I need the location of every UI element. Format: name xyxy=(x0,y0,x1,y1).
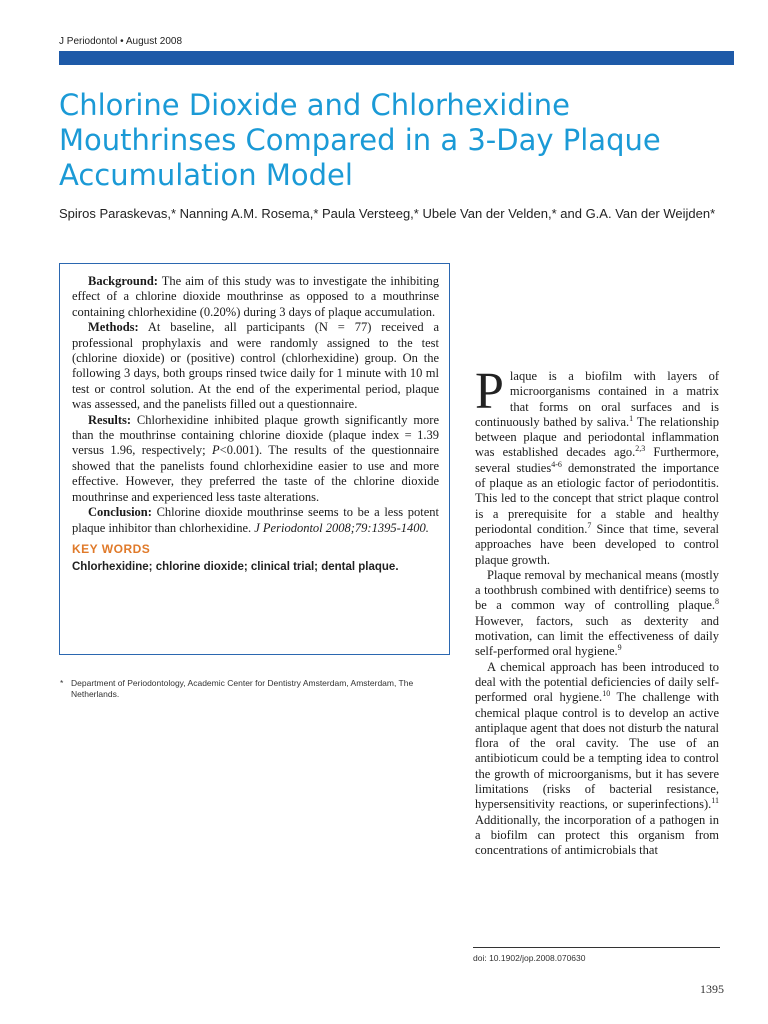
reference-marker: 11 xyxy=(711,796,719,806)
abstract-results xyxy=(72,413,439,505)
article-title: Chlorine Dioxide and Chlorhexidine Mouthrinses Compared in a 3-Day Plaque Accumulation Model xyxy=(59,88,661,192)
abstract-conclusion xyxy=(72,505,439,536)
footnote-text: Department of Periodontology, Academic Center for Dentistry Amsterdam, Amsterdam, The Netherlands. xyxy=(71,678,414,699)
body-text: Plaque removal by mechanical means (mostly a toothbrush combined with dentifrice) seems to be a common way of controlling plaque. xyxy=(475,567,719,613)
reference-marker: 4-6 xyxy=(551,459,562,469)
results-p-symbol: P xyxy=(212,443,220,458)
footnote-marker: * xyxy=(60,678,64,688)
body-text: The relationship between plaque and periodontal inflammation was established decades ago. xyxy=(475,414,719,460)
results-text-2: <0.001). The results of the questionnaire showed that the panelists found chlorhexidine easier to use and more effective. However, they preferred the taste of the chlorine dioxide mouthrinse and experienced less taste alterations. xyxy=(72,443,439,504)
background-label: Background: xyxy=(88,274,158,288)
conclusion-text: Chlorine dioxide mouthrinse seems to be a less potent plaque inhibitor than chlorhexidine. xyxy=(72,505,439,535)
key-words-heading: KEY WORDS xyxy=(72,541,151,556)
doi-divider xyxy=(473,947,720,948)
abstract-box xyxy=(59,263,450,655)
body-text: demonstrated the importance of plaque as an etiologic factor of periodontitis. This led to the concept that strict plaque control is a prerequisite for a stable and healthy periodontal condition. xyxy=(475,460,719,536)
reference-marker: 8 xyxy=(715,597,719,607)
affiliation-footnote xyxy=(60,678,456,700)
page-number: 1395 xyxy=(700,982,724,996)
author-list: Spiros Paraskevas,* Nanning A.M. Rosema,* Paula Versteeg,* Ubele Van der Velden,* and G.A. Van der Weijden* xyxy=(59,206,716,221)
body-text: Since that time, several approaches have been developed to control plaque growth. xyxy=(475,521,719,567)
body-text: Furthermore, several studies xyxy=(475,445,719,475)
reference-marker: 9 xyxy=(617,643,622,653)
body-text: The challenge with chemical plaque control is to develop an active antiplaque agent that does not disturb the natural flora of the oral cavity. The use of an antibioticum could be a tempting idea to control the growth of microorganisms, but it has severe limitations (risks of bacterial resistance, hypersensitivity reactions, or superinfections). xyxy=(475,690,719,812)
body-text: laque is a biofilm with layers of microorganisms contained in a matrix that forms on oral surfaces and is continuously bathed by saliva. xyxy=(475,369,719,429)
results-label: Results: xyxy=(88,412,132,427)
abstract-background xyxy=(72,274,439,320)
doi-link[interactable]: doi: 10.1902/jop.2008.070630 xyxy=(473,953,586,963)
key-words: Chlorhexidine; chlorine dioxide; clinical trial; dental plaque. xyxy=(72,561,399,574)
body-text: However, factors, such as dexterity and motivation, can limit the effectiveness of daily self-performed oral hygiene. xyxy=(475,613,719,659)
body-paragraph-2 xyxy=(475,568,719,660)
reference-marker: 7 xyxy=(587,520,592,530)
results-text-1: Chlorhexidine inhibited plaque growth significantly more than the mouthrinse containing chlorine dioxide (plaque index = 1.39 versus 1.96, respectively; xyxy=(72,412,439,458)
reference-marker: 1 xyxy=(629,413,634,423)
methods-text: At baseline, all participants (N = 77) received a professional prophylaxis and were randomly assigned to the test (chlorine dioxide) or (positive) control (chlorhexidine) group. On the following 3 days, both groups rinsed twice daily for 1 minute with 10 ml test or control solution. At the end of the experimental period, plaque was assessed, and the panelists filled out a questionnaire. xyxy=(72,320,439,412)
body-text: Additionally, the incorporation of a pathogen in a biofilm can protect this organism from concentrations of antimicrobials that xyxy=(475,812,719,858)
journal-header: J Periodontol • August 2008 xyxy=(59,36,183,47)
drop-cap: P xyxy=(475,363,504,420)
body-text: A chemical approach has been introduced to deal with the potential deficiencies of daily self-performed oral hygiene. xyxy=(475,659,719,705)
header-bar xyxy=(59,51,734,65)
reference-marker: 2,3 xyxy=(635,444,646,454)
abstract-methods xyxy=(72,320,439,412)
conclusion-label: Conclusion: xyxy=(88,505,152,520)
body-paragraph-1 xyxy=(475,363,719,568)
background-text: The aim of this study was to investigate the inhibiting effect of a chlorine dioxide mouthrinse as opposed to a mouthrinse containing chlorhexidine (0.20%) during 3 days of plaque accumulation. xyxy=(72,274,439,319)
body-paragraph-3 xyxy=(475,660,719,859)
reference-marker: 10 xyxy=(602,689,611,699)
body-text-column xyxy=(475,363,719,859)
citation: J Periodontol 2008;79:1395-1400. xyxy=(254,520,429,535)
methods-label: Methods: xyxy=(88,320,139,335)
